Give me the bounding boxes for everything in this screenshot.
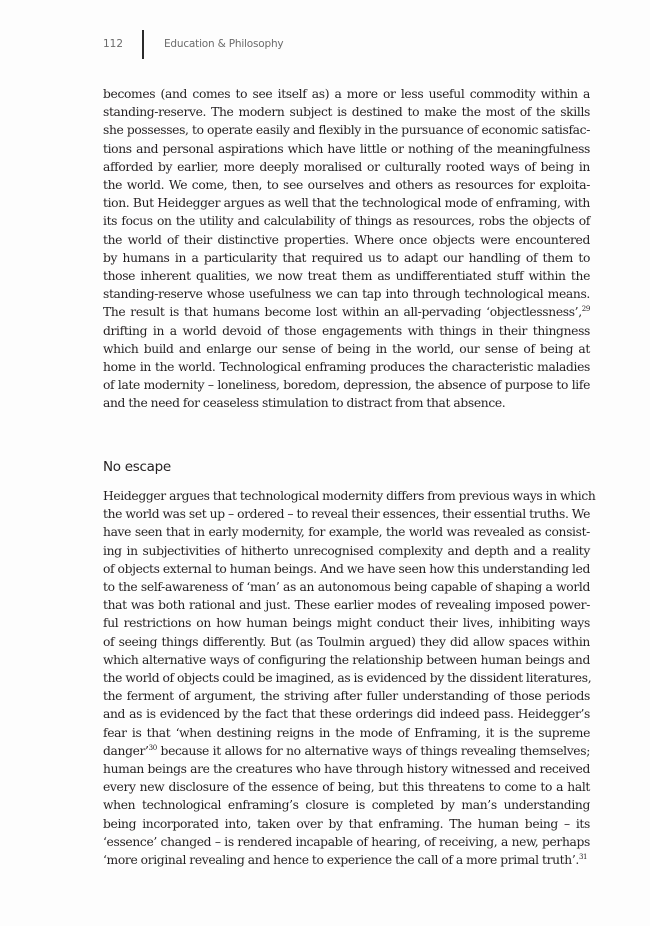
section-heading: No escape (103, 459, 171, 475)
text-line: human beings are the creatures who have through history witnessed and received (103, 762, 590, 777)
text-line: the world was set up – ordered – to reveal their essences, their essential truths. We (103, 507, 590, 522)
text-line: of objects external to human beings. And we have seen how this understanding led (103, 561, 590, 576)
header-divider (142, 30, 144, 59)
text-line: every new disclosure of the essence of being, but this threatens to come to a halt (103, 780, 590, 795)
text-line: its focus on the utility and calculability of things as resources, robs the objects of (103, 214, 590, 229)
text-line: the ferment of argument, the striving after fuller understanding of those periods (103, 689, 590, 704)
text-line: fear is that ‘when destining reigns in the mode of Enframing, it is the supreme (103, 725, 590, 740)
footnote-ref-29[interactable]: 29 (581, 305, 590, 314)
text-line: ing in subjectivities of hitherto unrecognised complexity and depth and a reality (103, 543, 590, 558)
text-line: The result is that humans become lost within an all-pervading ‘objectlessness’, (103, 305, 582, 320)
text-line: ful restrictions on how human beings might conduct their lives, inhibiting ways (103, 616, 590, 631)
text-line: and the need for ceaseless stimulation to distract from that absence. (103, 396, 506, 411)
text-line: she possesses, to operate easily and flexibly in the pursuance of economic satisfac- (103, 123, 590, 138)
text-fragment: because it allows for no alternative ways of things revealing themselves; (160, 743, 590, 758)
text-line: home in the world. Technological enframing produces the characteristic maladies (103, 360, 590, 375)
text-line: being incorporated into, taken over by that enframing. The human being – its (103, 816, 590, 831)
text-line-with-footnote (103, 742, 590, 760)
text-line: Heidegger argues that technological modernity differs from previous ways in which (103, 489, 596, 503)
text-line: when technological enframing’s closure is completed by man’s understanding (103, 798, 590, 813)
text-line: to the self-awareness of ‘man’ as an autonomous being capable of shaping a world (103, 580, 590, 595)
text-fragment: danger’ (103, 743, 149, 758)
running-head (103, 30, 589, 59)
text-line: those inherent qualities, we now treat them as undifferentiated stuff within the (103, 269, 590, 284)
text-line: tion. But Heidegger argues as well that the technological mode of enframing, with (103, 196, 590, 211)
footnote-ref-31[interactable]: 31 (578, 853, 588, 862)
text-line: ‘more original revealing and hence to experience the call of a more primal truth’. (103, 853, 579, 868)
text-line: by humans in a particularity that required us to adapt our handling of them to (103, 250, 590, 265)
text-line: which build and enlarge our sense of being in the world, our sense of being at (103, 341, 590, 356)
text-line: the world of their distinctive properties. Where once objects were encountered (103, 232, 590, 247)
text-line: the world. We come, then, to see ourselves and others as resources for exploita- (103, 178, 590, 193)
text-line-with-footnote (103, 851, 590, 869)
text-line: afforded by earlier, more deeply moralised or culturally rooted ways of being in (103, 159, 590, 174)
text-line: standing-reserve. The modern subject is destined to make the most of the skills (103, 105, 590, 120)
text-line-with-footnote (103, 303, 590, 321)
paragraph-2 (103, 487, 596, 869)
text-line: becomes (and comes to see itself as) a more or less useful commodity within a (103, 87, 590, 101)
text-line: which alternative ways of configuring the relationship between human beings and (103, 652, 590, 667)
page-number: 112 (103, 38, 124, 50)
text-line: that was both rational and just. These earlier modes of revealing imposed power- (103, 598, 590, 613)
text-line: of late modernity – loneliness, boredom, depression, the absence of purpose to life (103, 378, 590, 393)
text-line: of seeing things differently. But (as Toulmin argued) they did allow spaces within (103, 634, 590, 649)
paragraph-1 (103, 85, 590, 413)
footnote-ref-30[interactable]: 30 (148, 743, 157, 752)
text-line: the world of objects could be imagined, as is evidenced by the dissident literatures, (103, 671, 592, 686)
text-line: have seen that in early modernity, for example, the world was revealed as consist- (103, 525, 590, 540)
text-line: and as is evidenced by the fact that these orderings did indeed pass. Heidegger’s (103, 707, 590, 722)
text-line: standing-reserve whose usefulness we can tap into through technological means. (103, 287, 590, 302)
text-line: ‘essence’ changed – is rendered incapable of hearing, of receiving, a new, perhaps (103, 834, 590, 849)
text-line: tions and personal aspirations which have little or nothing of the meaningfulness (103, 141, 590, 156)
running-title: Education & Philosophy (164, 38, 284, 50)
text-line: drifting in a world devoid of those engagements with things in their thingness (103, 323, 590, 338)
